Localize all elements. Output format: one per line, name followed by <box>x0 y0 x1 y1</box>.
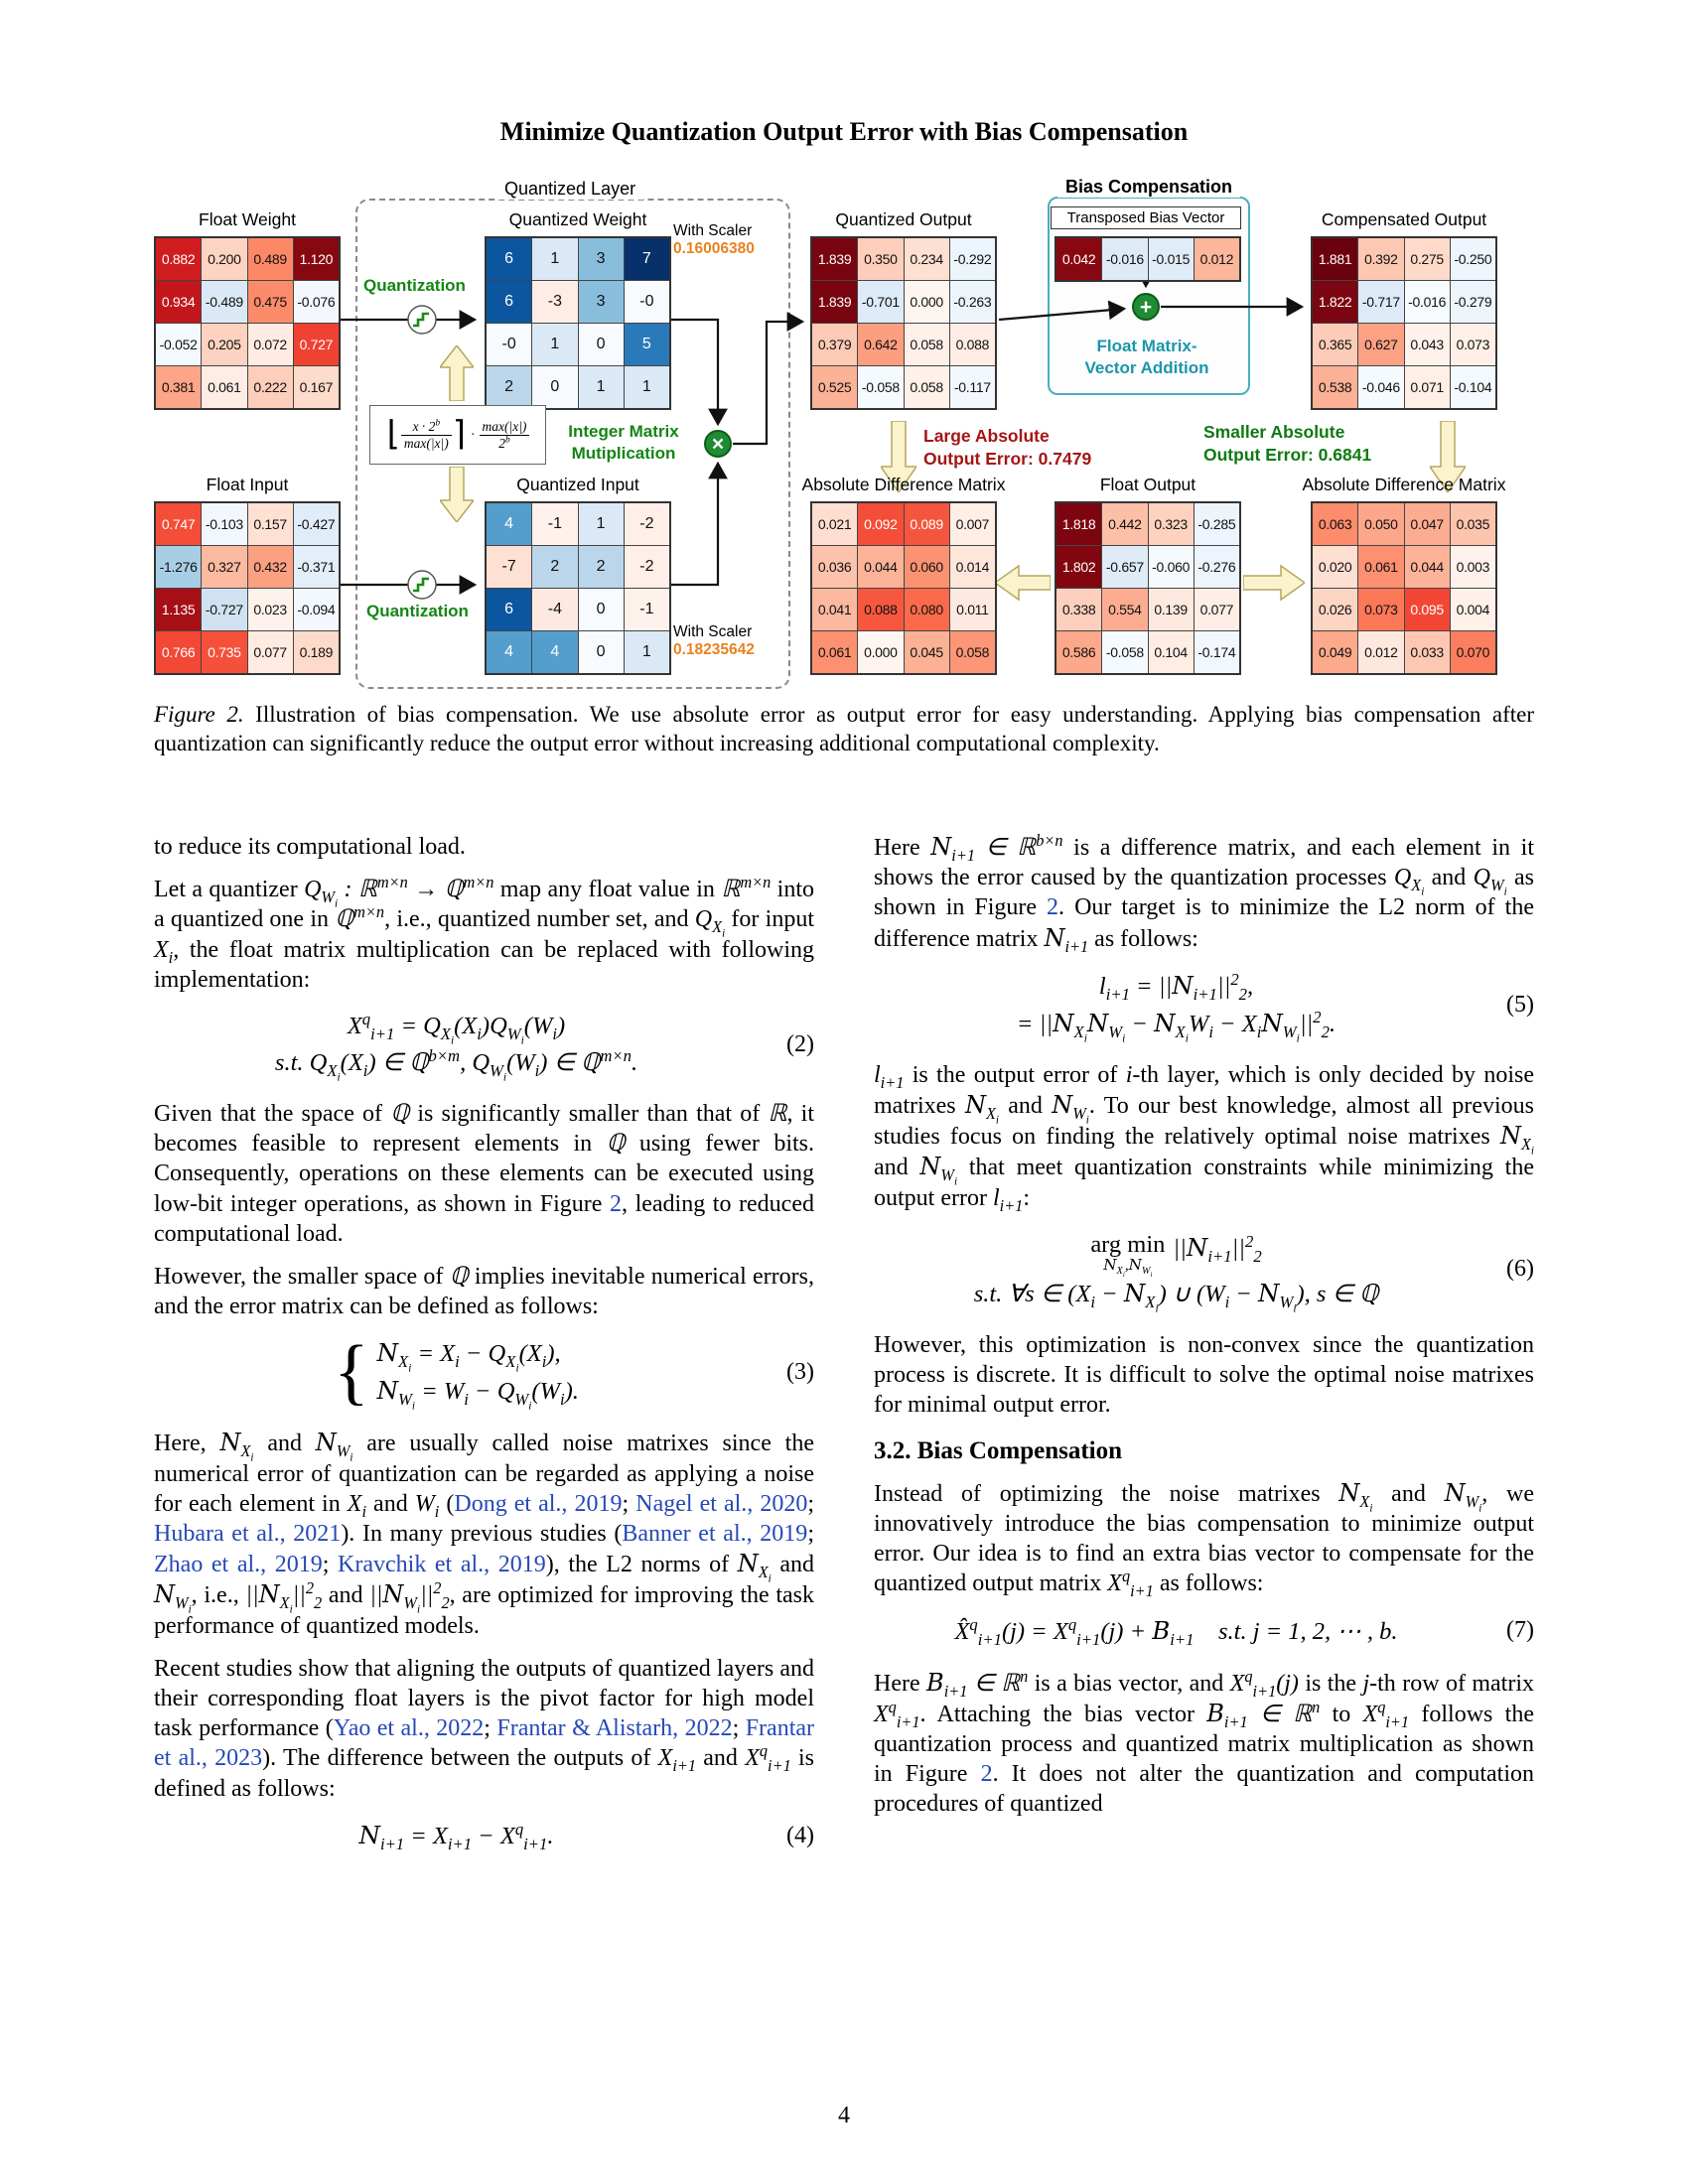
matrix-cell: 0.003 <box>1451 546 1495 588</box>
figure-caption <box>154 700 1534 757</box>
quantized-layer-label: Quantized Layer <box>496 179 643 200</box>
paragraph: Recent studies show that aligning the outputs of quantized layers and their corresponding float layers is the pivot factor for high model task performance (Yao et al., 2022; Frantar & Alistarh, 2022; Frantar et al., 2023). The difference between the outputs of $X_{i+1}$ and $X^q_{i+1}$ is defined as follows: <box>154 1655 815 1802</box>
quantized-input-label: Quantized Input <box>516 475 639 494</box>
matrix-cell: -0.276 <box>1195 546 1239 588</box>
citation-link[interactable]: 2 <box>609 1190 622 1217</box>
citation-link[interactable]: Frantar & Alistarh, 2022 <box>496 1715 733 1742</box>
integer-matrix-multiplication-label <box>554 421 693 465</box>
compensated-output-matrix <box>1311 209 1497 410</box>
matrix-cell: 1.120 <box>294 238 339 280</box>
matrix-cell: 1.818 <box>1056 503 1101 545</box>
matrix-cell: -2 <box>625 546 669 588</box>
matrix-cell: 1.135 <box>156 589 201 630</box>
figure-caption-tag: Figure 2. <box>154 702 244 727</box>
large-output-error-line1: Large Absolute <box>923 426 1050 446</box>
matrix-cell: 4 <box>487 631 531 673</box>
citation-link[interactable]: Nagel et al., 2020 <box>635 1490 808 1517</box>
matrix-cell: -0.717 <box>1358 281 1403 323</box>
float-input-matrix <box>154 475 341 675</box>
paragraph: Here $B_{i+1}$ ∈ ℝ$^n$ is a bias vector, and $X^q_{i+1}(j)$ is the j-th row of matrix $X^q_{i+1}$. Attaching the bias vector $B_{i+1}$ ∈ ℝ$^n$ to $X^q_{i+1}$ follows the quantization process and quantized matrix multiplication as shown in Figure 2. It does not alter the quantization and computation procedures of quantized <box>874 1666 1535 1818</box>
matrix-cell: 0.554 <box>1102 589 1147 630</box>
section-heading-3-2: 3.2. Bias Compensation <box>874 1436 1123 1464</box>
abs-diff-left-label: Absolute Difference Matrix <box>801 475 1006 494</box>
matrix-cell: 0.525 <box>812 366 857 408</box>
quantization-icon <box>406 569 438 601</box>
integer-matrix-multiplication-line1: Integer Matrix <box>568 422 679 441</box>
matrix-cell: 3 <box>579 281 624 323</box>
quantization-label-top: Quantization <box>363 276 466 295</box>
with-scaler-label: With Scaler <box>673 623 753 640</box>
equation-5 <box>874 967 1534 1045</box>
equation-line: s.t. $Q_{X_i}(X_i)$ ∈ ℚ$^{b\times m}$, $Q_{W_i}(W_i)$ ∈ ℚ$^{m\times n}$. <box>274 1045 638 1084</box>
matrix-cell: 0 <box>579 631 624 673</box>
matrix-cell: 0 <box>532 366 577 408</box>
matrix-cell: 0.586 <box>1056 631 1101 673</box>
transposed-bias-vector-label: Transposed Bias Vector <box>1051 206 1241 229</box>
matrix-cell: 0.934 <box>156 281 201 323</box>
matrix-cell: 0.104 <box>1149 631 1194 673</box>
matrix-cell: 0.538 <box>1313 366 1357 408</box>
equation-line: $X^q_{i+1} = Q_{X_i}(X_i)Q_{W_i}(W_i)$ <box>347 1009 566 1047</box>
matrix-cell: 1 <box>625 366 669 408</box>
matrix-cell: -0.701 <box>858 281 903 323</box>
matrix-cell: -0.076 <box>294 281 339 323</box>
quantize-fraction: $\frac{x \cdot 2^b}{\max(|x|)}$ <box>401 419 452 452</box>
float-output-matrix <box>1055 475 1241 675</box>
quantization-label-bottom: Quantization <box>366 602 469 620</box>
scaler-up-arrow <box>440 345 474 401</box>
equation-line: X̂$^q_{i+1}$(j) = $X^q_{i+1}(j) + B_{i+1}$ s.t. j = 1, 2, ⋯ , b. <box>954 1614 1398 1649</box>
matrix-cell: -0.016 <box>1405 281 1450 323</box>
matrix-cell: 0.222 <box>248 366 293 408</box>
matrix-cell: 0.061 <box>812 631 857 673</box>
matrix-cell: 0.092 <box>858 503 903 545</box>
equation-line: $N_{X_i} = X_i - Q_{X_i}(X_i)$, <box>376 1338 561 1375</box>
equation-number: (4) <box>786 1822 814 1848</box>
diff-left-arrow <box>995 564 1051 602</box>
matrix-cell: 0.047 <box>1405 503 1450 545</box>
large-output-error-label <box>923 425 1117 471</box>
matrix-cell: 0.058 <box>905 366 949 408</box>
float-matrix-vector-addition-label <box>1048 336 1246 379</box>
matrix-cell: 0.088 <box>858 589 903 630</box>
quantized-output-label: Quantized Output <box>835 209 972 229</box>
bias-vector-matrix <box>1055 236 1241 282</box>
matrix-cell: 0 <box>579 324 624 365</box>
matrix-cell: 0.043 <box>1405 324 1450 365</box>
matrix-cell: 3 <box>579 238 624 280</box>
citation-link[interactable]: Frantar et al., 2023 <box>154 1715 815 1772</box>
equation-line: $l_{i+1} = ||N_{i+1}||^2_2$, <box>1098 969 1254 1004</box>
scaler-down-arrow <box>440 467 474 522</box>
matrix-cell: 0.012 <box>1358 631 1403 673</box>
matrix-cell: 0.036 <box>812 546 857 588</box>
matrix-cell: 0.381 <box>156 366 201 408</box>
matrix-cell: 0.020 <box>1313 546 1357 588</box>
matrix-cell: 4 <box>487 503 531 545</box>
equation-line <box>874 1226 1478 1279</box>
matrix-cell: 0.073 <box>1358 589 1403 630</box>
matrix-cell: 0.350 <box>858 238 903 280</box>
matrix-cell: 0.475 <box>248 281 293 323</box>
citation-link[interactable]: 2 <box>1047 894 1059 921</box>
matrix-cell: 0.049 <box>1313 631 1357 673</box>
citation-link[interactable]: 2 <box>980 1761 993 1788</box>
paragraph: Instead of optimizing the noise matrixes $N_{X_i}$ and $N_{W_i}$, we innovatively introduce the bias compensation to minimize output error. Our idea is to find an extra bias vector to compensate for the quantized output matrix $X^q_{i+1}$ as follows: <box>874 1478 1534 1601</box>
matrix-cell: 0.044 <box>858 546 903 588</box>
brace-symbol: { <box>334 1331 369 1414</box>
matrix-cell: -0.489 <box>202 281 246 323</box>
matrix-cell: 0.747 <box>156 503 201 545</box>
matrix-cell: -1 <box>532 503 577 545</box>
matrix-cell: -0.104 <box>1451 366 1495 408</box>
matrix-cell: 0.234 <box>905 238 949 280</box>
matrix-cell: 0.033 <box>1405 631 1450 673</box>
argmin-subscript: $N_{X_i},N_{W_i}$ <box>1103 1255 1153 1279</box>
matrix-cell: 0.060 <box>905 546 949 588</box>
quantized-weight-matrix <box>485 209 671 410</box>
paragraph: However, the smaller space of ℚ implies inevitable numerical errors, and the error matrix can be defined as follows: <box>154 1264 814 1320</box>
weight-scaler <box>673 222 822 258</box>
citation-link[interactable]: Zhao et al., 2019 <box>154 1552 323 1578</box>
matrix-cell: 0.045 <box>905 631 949 673</box>
equation-number: (2) <box>786 1030 814 1057</box>
matrix-cell: 0.050 <box>1358 503 1403 545</box>
matrix-cell: 0.070 <box>1451 631 1495 673</box>
matrix-cell: 0.489 <box>248 238 293 280</box>
matrix-cell: 0.058 <box>950 631 995 673</box>
rceil-symbol: ⌉ <box>452 416 467 453</box>
matrix-cell: -0.174 <box>1195 631 1239 673</box>
matrix-cell: -0.058 <box>858 366 903 408</box>
equation-number: (5) <box>1506 991 1534 1018</box>
abs-diff-left-matrix <box>801 475 1006 675</box>
citation-link[interactable]: Dong et al., 2019 <box>454 1490 623 1517</box>
smaller-output-error-line2: Output Error: 0.6841 <box>1203 445 1372 465</box>
with-scaler-label: With Scaler <box>673 222 753 239</box>
matrix-cell: 0.338 <box>1056 589 1101 630</box>
matrix-cell: 0.080 <box>905 589 949 630</box>
paragraph: to reduce its computational load. <box>154 834 466 860</box>
quantized-input-matrix <box>485 475 671 675</box>
equation-line: = $||N_{X_i}N_{W_i} - N_{X_i}W_i - X_iN_{W_i}||^2_2$. <box>1016 1007 1336 1045</box>
matrix-cell: 0.327 <box>202 546 246 588</box>
matrix-cell: -4 <box>532 589 577 630</box>
paragraph: Here, $N_{X_i}$ and $N_{W_i}$ are usually called noise matrixes since the numerical error of quantization can be regarded as applying a noise for each element in $X_i$ and $W_i$ (Dong et al., 2019; Nagel et al., 2020; Hubara et al., 2021). In many previous studies (Banner et al., 2019; Zhao et al., 2019; Kravchik et al., 2019), the L2 norms of $N_{X_i}$ and $N_{W_i}$, i.e., $||N_{X_i}||^2_2$ and $||N_{W_i}||^2_2$, are optimized for improving the task performance of quantized models. <box>154 1429 815 1639</box>
matrix-cell: 0.000 <box>858 631 903 673</box>
matrix-cell: 1.881 <box>1313 238 1357 280</box>
running-title: Minimize Quantization Output Error with Bias Compensation <box>499 117 1189 146</box>
equation-7 <box>874 1612 1534 1650</box>
matrix-cell: -0.016 <box>1102 238 1147 280</box>
matrix-cell: 0.021 <box>812 503 857 545</box>
matrix-cell: 2 <box>579 546 624 588</box>
matrix-cell: -0 <box>625 281 669 323</box>
equation-4 <box>154 1817 814 1854</box>
matrix-cell: 1 <box>625 631 669 673</box>
matrix-cell: -0.657 <box>1102 546 1147 588</box>
matrix-cell: -0.279 <box>1451 281 1495 323</box>
matrix-cell: -1.276 <box>156 546 201 588</box>
diff-right-arrow <box>1243 564 1305 602</box>
matrix-cell: 0.088 <box>950 324 995 365</box>
matrix-cell: 0.392 <box>1358 238 1403 280</box>
paragraph: Let a quantizer $Q_{W_i}$ : ℝ$^{m\times n}$ → ℚ$^{m\times n}$ map any float value in ℝ$^{m\times n}$ into a quantized one in ℚ$^{m\times n}$, i.e., quantized number set, and $Q_{X_i}$ for input $X_i$, the float matrix multiplication can be replaced with following implementation: <box>154 873 814 993</box>
quantized-output-matrix <box>810 209 997 410</box>
matrix-cell: 6 <box>487 589 531 630</box>
matrix-cell: 2 <box>532 546 577 588</box>
equation-number: (6) <box>1506 1256 1534 1283</box>
matrix-cell: 0.157 <box>248 503 293 545</box>
matrix-cell: -0.103 <box>202 503 246 545</box>
matrix-cell: 0.073 <box>1451 324 1495 365</box>
citation-link[interactable]: Yao et al., 2022 <box>333 1715 485 1742</box>
integer-matrix-multiplication-line2: Mutiplication <box>571 444 676 463</box>
matrix-cell: 0.058 <box>905 324 949 365</box>
matrix-cell: 0.072 <box>248 324 293 365</box>
matrix-cell: 0.139 <box>1149 589 1194 630</box>
matrix-cell: 6 <box>487 238 531 280</box>
matrix-cell: 1.839 <box>812 238 857 280</box>
dequantize-fraction: $\frac{\max(|x|)}{2^b}$ <box>480 419 530 452</box>
figure-caption-text: Illustration of bias compensation. We use absolute error as output error for easy understanding. Applying bias compensation after quantization can significantly reduce the output error without increasing additional computational complexity. <box>154 702 1535 755</box>
multiply-dot: · <box>471 427 476 442</box>
citation-link[interactable]: Kravchik et al., 2019 <box>338 1552 546 1578</box>
matrix-cell: 1.839 <box>812 281 857 323</box>
matrix-cell: 0.627 <box>1358 324 1403 365</box>
argmin-operator: arg min <box>1090 1230 1166 1258</box>
float-weight-matrix <box>154 209 341 410</box>
bias-compensation-label: Bias Compensation <box>1057 177 1240 198</box>
equation-2 <box>154 1008 814 1084</box>
matrix-cell: 0.026 <box>1313 589 1357 630</box>
matrix-cell: 0.077 <box>1195 589 1239 630</box>
abs-diff-right-label: Absolute Difference Matrix <box>1302 475 1506 494</box>
matrix-cell: 0.077 <box>248 631 293 673</box>
paragraph: However, this optimization is non-convex since the quantization process is discrete. It is difficult to solve the optimal noise matrixes for minimal output error. <box>874 1331 1534 1419</box>
matrix-cell: 0.275 <box>1405 238 1450 280</box>
matrix-cell: 0.200 <box>202 238 246 280</box>
equation-term: $||N_{i+1}||^2_2$ <box>1173 1231 1262 1266</box>
paragraph: Given that the space of ℚ is significantly smaller than that of ℝ, it becomes feasible to represent elements in ℚ using fewer bits. Consequently, operations on these elements can be executed using low-bit integer operations, as shown in Figure 2, leading to reduced computational load. <box>154 1101 815 1247</box>
matrix-cell: 0.095 <box>1405 589 1450 630</box>
figure-2-diagram <box>149 177 1539 693</box>
smaller-output-error-label <box>1203 421 1412 467</box>
input-scaler-value: 0.18235642 <box>673 641 755 658</box>
matrix-cell: -7 <box>487 546 531 588</box>
matrix-cell: 0.061 <box>202 366 246 408</box>
matrix-cell: 1.802 <box>1056 546 1101 588</box>
matrix-cell: -0.058 <box>1102 631 1147 673</box>
right-column <box>874 832 1534 1833</box>
matrix-cell: 0.735 <box>202 631 246 673</box>
matrix-cell: -0.015 <box>1149 238 1194 280</box>
matrix-cell: -0.285 <box>1195 503 1239 545</box>
quantization-icon <box>406 304 438 336</box>
matrix-cell: 0.766 <box>156 631 201 673</box>
input-scaler <box>673 623 822 659</box>
matrix-cell: -0.427 <box>294 503 339 545</box>
matrix-cell: 0.323 <box>1149 503 1194 545</box>
float-matrix-vector-addition-line2: Vector Addition <box>1084 358 1209 377</box>
matrix-cell: 0.167 <box>294 366 339 408</box>
matrix-cell: -0.727 <box>202 589 246 630</box>
left-column <box>154 832 814 1872</box>
matrix-cell: 1 <box>532 238 577 280</box>
lfloor-symbol: ⌊ <box>386 416 400 453</box>
matrix-cell: 6 <box>487 281 531 323</box>
matrix-cell: 0.023 <box>248 589 293 630</box>
equation-number: (7) <box>1506 1617 1534 1644</box>
smaller-output-error-line1: Smaller Absolute <box>1203 422 1345 442</box>
paragraph: Here $N_{i+1}$ ∈ ℝ$^{b\times n}$ is a difference matrix, and each element in it shows the error caused by the quantization processes $Q_{X_i}$ and $Q_{W_i}$ as shown in Figure 2. Our target is to minimize the L2 norm of the difference matrix $N_{i+1}$ as follows: <box>874 831 1534 956</box>
matrix-cell: 0.205 <box>202 324 246 365</box>
matrix-cell: 0 <box>579 589 624 630</box>
matrix-cell: -0.263 <box>950 281 995 323</box>
matrix-cell: 7 <box>625 238 669 280</box>
abs-diff-right-matrix <box>1302 475 1506 675</box>
compensated-output-label: Compensated Output <box>1321 209 1487 229</box>
float-matrix-vector-addition-line1: Float Matrix- <box>1096 337 1197 355</box>
page-number: 4 <box>838 2103 850 2128</box>
matrix-cell: 0.044 <box>1405 546 1450 588</box>
citation-link[interactable]: Banner et al., 2019 <box>622 1521 808 1548</box>
matrix-cell: 4 <box>532 631 577 673</box>
matrix-cell: 0.071 <box>1405 366 1450 408</box>
weight-scaler-value: 0.16006380 <box>673 240 755 257</box>
float-weight-label: Float Weight <box>199 209 296 229</box>
float-input-label: Float Input <box>206 475 289 494</box>
equation-line: $N_{W_i} = W_i - Q_{W_i}(W_i)$. <box>376 1376 579 1413</box>
matrix-cell: 0.365 <box>1313 324 1357 365</box>
matrix-cell: 0.042 <box>1056 238 1101 280</box>
matrix-cell: -1 <box>625 589 669 630</box>
matrix-cell: 0.882 <box>156 238 201 280</box>
quantized-weight-label: Quantized Weight <box>508 209 647 229</box>
quantization-formula <box>369 405 546 465</box>
matrix-cell: -0.046 <box>1358 366 1403 408</box>
float-output-label: Float Output <box>1099 475 1196 494</box>
matrix-cell: 0.727 <box>294 324 339 365</box>
paragraph: $l_{i+1}$ is the output error of i-th layer, which is only decided by noise matrixes $N_{X_i}$ and $N_{W_i}$. To our best knowledge, almost all previous studies focus on finding the relatively optimal noise matrixes $N_{X_i}$ and $N_{W_i}$ that meet quantization constraints while minimizing the output error $l_{i+1}$: <box>874 1061 1534 1215</box>
large-output-error-line2: Output Error: 0.7479 <box>923 449 1092 469</box>
matrix-cell: -0.094 <box>294 589 339 630</box>
matrix-cell: 1 <box>532 324 577 365</box>
matrix-cell: 0.189 <box>294 631 339 673</box>
matrix-cell: 0.000 <box>905 281 949 323</box>
matrix-cell: -0.371 <box>294 546 339 588</box>
matrix-cell: 0.379 <box>812 324 857 365</box>
matrix-vector-add-icon: + <box>1132 293 1160 321</box>
matrix-cell: 0.011 <box>950 589 995 630</box>
matrix-cell: 2 <box>487 366 531 408</box>
matrix-cell: 5 <box>625 324 669 365</box>
citation-link[interactable]: Hubara et al., 2021 <box>154 1521 342 1548</box>
matrix-cell: 0.089 <box>905 503 949 545</box>
matrix-cell: 0.061 <box>1358 546 1403 588</box>
matrix-cell: 0.041 <box>812 589 857 630</box>
matrix-cell: 0.642 <box>858 324 903 365</box>
matrix-cell: 1.822 <box>1313 281 1357 323</box>
matrix-cell: -0.052 <box>156 324 201 365</box>
matrix-cell: 1 <box>579 366 624 408</box>
matrix-cell: 0.007 <box>950 503 995 545</box>
equation-line: $N_{i+1} = X_{i+1} - X^q_{i+1}$. <box>358 1819 554 1853</box>
integer-matmul-icon: × <box>704 430 732 458</box>
matrix-cell: -0.117 <box>950 366 995 408</box>
equation-line: s.t. ∀s ∈ $(X_i - N_{X_i})$ ∪ $(W_i - N_{W_i})$, s ∈ ℚ <box>973 1278 1379 1315</box>
matrix-cell: 0.012 <box>1195 238 1239 280</box>
matrix-cell: -0 <box>487 324 531 365</box>
matrix-cell: -0.060 <box>1149 546 1194 588</box>
matrix-cell: 0.035 <box>1451 503 1495 545</box>
matrix-cell: 0.442 <box>1102 503 1147 545</box>
equation-number: (3) <box>786 1359 814 1386</box>
matrix-cell: 0.004 <box>1451 589 1495 630</box>
matrix-cell: -2 <box>625 503 669 545</box>
matrix-cell: -0.250 <box>1451 238 1495 280</box>
equation-3 <box>154 1331 814 1414</box>
matrix-cell: 0.432 <box>248 546 293 588</box>
matrix-cell: 1 <box>579 503 624 545</box>
matrix-cell: 0.063 <box>1313 503 1357 545</box>
matrix-cell: -0.292 <box>950 238 995 280</box>
matrix-cell: -3 <box>532 281 577 323</box>
matrix-cell: 0.014 <box>950 546 995 588</box>
equation-6 <box>874 1226 1534 1315</box>
